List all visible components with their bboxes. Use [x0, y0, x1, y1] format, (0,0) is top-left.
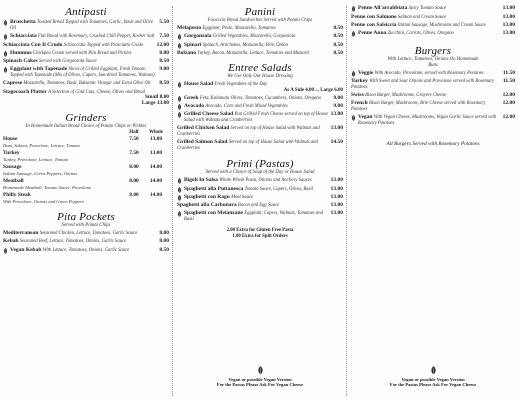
item-price: 12.00 [502, 92, 515, 99]
whole-price: 14.00 [149, 192, 163, 199]
item-name: Grilled Chicken Salad [177, 125, 230, 132]
item-price: 11.50 [502, 77, 515, 84]
menu-item [3, 51, 169, 57]
item-description: Pan Grilled Fresh Cheese served on top of House Salad with Walnuts and Cranberries [184, 112, 328, 124]
item-description: Italian Sausage, Mushrooms and Cream Sauce [397, 22, 486, 28]
menu-item [177, 104, 343, 110]
item-description: With Avocado, Provolone, served with Rosemary Potatoes [374, 70, 484, 76]
menu-item [3, 34, 169, 40]
item-description: Ham, Salami, Provolone, Lettuce, Tomato [3, 143, 80, 149]
grinder-item [3, 179, 169, 191]
half-price: 8.00 [129, 164, 139, 171]
item-description: Served on top of House Salad with Walnuts and Cranberries [177, 126, 320, 138]
item-price: 13.00 [330, 201, 343, 208]
item-description: Chickpea Cream served with Pita Bread and Pickles [32, 50, 132, 56]
item-name: House [3, 136, 18, 143]
half-price: 8.00 [129, 178, 139, 185]
item-name: Penne All'arrabbiata [358, 5, 408, 12]
item-name: Spaghetti alla Carbonara [177, 201, 237, 208]
item-price: 13.00 [330, 111, 343, 118]
grinders-size-header [3, 130, 169, 135]
item-name: Hummus [10, 49, 32, 56]
menu-item [351, 23, 515, 29]
antipasti-list [3, 20, 169, 107]
size-price: 13.00 [156, 100, 169, 107]
item-price: 13.00 [502, 13, 515, 20]
item-description: Bison Burger, Mushrooms, Brie Cheese served with Rosemary Potatoes [351, 101, 486, 113]
menu-item [351, 15, 515, 21]
item-name: Sausage [3, 164, 22, 171]
leaf-icon [3, 20, 8, 27]
item-price: 12.00 [502, 114, 515, 121]
leaf-icon [177, 96, 182, 103]
gluten-free-note: 2.00 Extra for Gluten Free Pasta [226, 227, 294, 233]
panini-subtitle: Focaccia Bread Sandwiches Served with Potato Chips [207, 18, 313, 23]
item-name: Mediterranean [3, 230, 39, 237]
vegan-note-middle [194, 366, 326, 388]
size-label: Small [145, 94, 160, 101]
grinder-item [3, 137, 169, 149]
item-description: Feta, Kalamata Olives, Tomatoes, Cucumbers, Onions, Oregano [199, 95, 321, 101]
item-price: 9.00 [333, 103, 343, 110]
menu-item [177, 187, 343, 193]
item-name: Penne con Salmone [351, 13, 397, 20]
column-middle [174, 4, 346, 398]
burgers-list [351, 71, 515, 127]
leaf-icon [3, 51, 8, 58]
menu-item [177, 51, 343, 57]
grinder-prices [123, 179, 167, 185]
item-price: 8.50 [159, 246, 169, 253]
whole-price: 14.00 [149, 164, 163, 171]
item-description: With Lettuce, Tomatoes, Onions, Garlic Sauce [42, 247, 130, 253]
item-description: Turkey, Provolone, Lettuce, Tomato [3, 157, 69, 163]
leaf-icon [3, 67, 8, 74]
item-description: Toasted Bread Topped with Tomatoes, Garlic, Basil and Olive Oil [10, 20, 153, 32]
primi-title: Primi (Pastas) [226, 158, 294, 171]
item-name: Penne con Salsiccia [351, 21, 397, 28]
item-name: Turkey [3, 150, 20, 157]
grinders-subtitle: In Homemade Italian Bread Choice of Potato Chips or Pickles [25, 124, 147, 130]
item-price: 8.50 [333, 41, 343, 48]
item-name: House Salad [184, 80, 214, 87]
panini-title: Panini [244, 6, 276, 18]
item-description: Salmon and Cream Sauce [397, 14, 447, 20]
item-name: Bruschetta [10, 19, 36, 26]
menu-item [3, 20, 169, 32]
half-price: 8.00 [129, 192, 139, 199]
item-description: Tomato Sauce, Capers, Olives, Basil [244, 186, 314, 192]
menu-item [177, 34, 343, 40]
item-name: Caprese [3, 80, 23, 87]
menu-item [351, 6, 515, 12]
item-price: 11.50 [502, 69, 515, 76]
item-description: Homemade Meatball, Tomato Sauce, Provolone [3, 185, 91, 191]
size-price: 8.00 [159, 94, 169, 101]
item-name: Vegan Kebab [10, 246, 42, 253]
split-order-note: 1.00 Extra for Split Orders [232, 233, 288, 239]
whole-price: 13.00 [149, 150, 163, 157]
item-name: Avocado [184, 103, 205, 110]
vegan-note-right [358, 366, 508, 388]
primi-subtitle: Served with a Choice of Soup of the Day or House Salad [205, 170, 315, 176]
menu-item [3, 248, 169, 254]
menu-item [351, 79, 515, 91]
menu-item [177, 178, 343, 184]
leaf-icon [177, 34, 182, 41]
menu-item [177, 82, 343, 94]
size-label: Large [141, 100, 157, 107]
item-price: 13.00 [502, 21, 515, 28]
item-price: 8.50 [333, 33, 343, 40]
item-name: Gorgonzola [184, 33, 212, 40]
item-name: Schiacciata Con Il Crudo [3, 41, 63, 48]
pita-list [3, 231, 169, 253]
salads-title: Entree Salads [228, 61, 292, 74]
item-price: 5.50 [159, 19, 169, 26]
leaf-icon [257, 366, 264, 376]
grinder-item [3, 151, 169, 163]
item-price: 8.50 [159, 80, 169, 87]
item-description: Served with Gorgonzola Sauce [38, 59, 97, 65]
menu-item [177, 112, 343, 124]
menu-item [351, 71, 515, 77]
leaf-icon [177, 82, 182, 89]
item-description: Served on top of House Salad with Walnuts and Cranberries [177, 140, 318, 152]
burgers-title: Burgers [414, 44, 452, 57]
item-name: Grilled Salmon Salad [177, 139, 228, 146]
half-price: 7.50 [129, 150, 139, 157]
item-price: 8.50 [333, 49, 343, 56]
item-description: Mozzarella, Tomatoes, Basil, Balsamic Vinegar and Extra Olive Oil [23, 81, 151, 87]
leaf-icon [177, 187, 182, 194]
item-name: Veggie [358, 69, 374, 76]
item-description: Schiacciata Topped with Prosciutto Crudo [63, 42, 144, 48]
antipasti-title: Antipasti [65, 6, 107, 18]
leaf-icon [177, 195, 182, 202]
menu-item [351, 93, 515, 99]
item-description: Seasoned Chicken, Lettuce, Tomatoes, Garlic Sauce [39, 231, 138, 237]
item-name: Spaghetti con Melanzane [184, 210, 243, 217]
item-description: Flat Bread with Rosemary, Crushed Chili Pepper, Kosher Salt [37, 34, 155, 40]
leaf-icon [351, 6, 356, 13]
grinder-prices [123, 165, 167, 171]
leaf-icon [351, 115, 356, 122]
whole-label: Whole [149, 130, 163, 136]
item-price: 12.00 [502, 100, 515, 107]
item-price: 9.00 [159, 66, 169, 73]
leaf-icon [3, 248, 8, 255]
leaf-icon [351, 71, 356, 78]
menu-item [351, 101, 515, 113]
leaf-icon [177, 112, 182, 119]
item-name: Spinach Cakes [3, 58, 38, 65]
vegan-note-line2: For the Pastas Please Ask For Vegan Cheese [216, 382, 304, 388]
item-price: 14.50 [330, 139, 343, 146]
vegan-note-line2: For the Pastas Please Ask For Vegan Cheese [389, 382, 477, 388]
grinder-prices [123, 193, 167, 199]
column-divider [346, 6, 347, 396]
column-right [348, 4, 518, 398]
menu-item [3, 231, 169, 237]
grinders-list [3, 137, 169, 205]
menu-item [3, 43, 169, 49]
half-label: Half [129, 130, 139, 136]
panini-list [177, 26, 343, 57]
item-price: 13.00 [330, 193, 343, 200]
item-price: 13.00 [330, 125, 343, 132]
grinder-item [3, 165, 169, 177]
item-name: Greek [184, 94, 199, 101]
item-price: 8.50 [333, 25, 343, 32]
whole-price: 14.00 [149, 178, 163, 185]
item-description: Grilled Vegetables, Mozzarella, Gorgonzola [212, 34, 296, 40]
item-name: French [351, 100, 368, 107]
salads-subtitle: We Use Only Our House Dressing [227, 73, 293, 79]
item-name: Eggplant with Tapenade [10, 66, 68, 73]
item-description: Slices of Grilled Eggplant, Fresh Tomato Topped with Tapenade (Mix of Olives, Capers, Sun-dried Tomatoes, Walnuts) [10, 67, 155, 79]
item-description: Meat Sauce [231, 194, 254, 200]
menu-item [177, 43, 343, 49]
item-name: Bigoli In Salsa [184, 177, 218, 184]
item-name: Turkey [351, 77, 368, 84]
menu-item [3, 90, 169, 108]
leaf-icon [177, 211, 182, 218]
item-description: With Vegan Cheese, Mushrooms, Vegan Garlic Sauce served with Rosemary Potatoes [358, 115, 497, 127]
leaf-icon [351, 31, 356, 38]
menu-item [351, 31, 515, 37]
item-description: With Provolone, Onions and Green Peppers [3, 199, 84, 205]
vegan-note-line1: Vegan or possible Vegan Version [228, 377, 292, 382]
item-description: Fresh Vegetables of the Day [214, 81, 268, 87]
menu-item [177, 26, 343, 32]
item-price: 8.50 [159, 58, 169, 65]
item-description: Zucchini, Carrots, Olives, Oregano [387, 30, 454, 36]
item-name: Penne Anna [358, 29, 387, 36]
primi-list [177, 178, 343, 223]
menu-item [351, 115, 515, 127]
menu-item [177, 211, 343, 223]
leaf-icon [430, 366, 437, 376]
menu-item [3, 239, 169, 245]
item-price: 8.00 [159, 238, 169, 245]
item-name: Stagecoach Platter [3, 88, 47, 95]
item-description: Turkey, Bacon, Mozzarella, Lettuce, Tomatoes and Mustard [197, 50, 309, 56]
item-price: 8.00 [159, 230, 169, 237]
menu-item [177, 140, 343, 152]
item-name: Grilled Cheese Salad [184, 111, 234, 118]
menu-item [3, 67, 169, 79]
item-description: Seasoned Beef, Lettuce, Tomatoes, Onions, Garlic Sauce [19, 239, 127, 245]
item-description: Whole Wheat Pasta, Onions and Anchovy Sauces [219, 178, 312, 184]
menu-item [177, 126, 343, 138]
item-description: Spicy Tomato Sauce [408, 6, 447, 12]
item-description: Avocado, Corn and Fresh Mixed Vegetables [205, 104, 288, 110]
item-name: Swiss [351, 92, 364, 99]
burgers-subtitle: With Lettuce, Tomatoes, Onions On Homemade Buns [387, 56, 479, 68]
salads-list [177, 82, 343, 153]
pasta-more-list [351, 6, 515, 37]
item-name: Meatball [3, 178, 24, 185]
menu-item [3, 59, 169, 65]
item-price: 13.00 [502, 29, 515, 36]
column-divider [172, 6, 173, 396]
item-description: Bison Burger, Mushrooms, Gruyere Cheese [365, 93, 447, 99]
column-left [0, 4, 172, 398]
item-price: 13.00 [330, 177, 343, 184]
item-description: With Sweet and Sour Onions and Provolone served with Rosemary Potatoes [351, 78, 495, 90]
item-price: 13.00 [330, 210, 343, 217]
menu-item [177, 195, 343, 201]
item-name: Vegan [358, 114, 373, 121]
grinder-prices [123, 137, 167, 143]
item-description: Bacon and Egg Sauce [237, 202, 280, 208]
item-description: Eggplant, Pesto, Mozzarella, Tomatoes [202, 26, 276, 32]
item-name: Philly Steak [3, 192, 31, 199]
burgers-note: All Burgers Served with Rosemary Potatoes [386, 141, 480, 148]
grinder-prices [123, 151, 167, 157]
leaf-icon [177, 178, 182, 185]
vegan-note-line1: Vegan or possible Vegan Version [401, 377, 465, 382]
pita-subtitle: Served with Potato Chips [61, 223, 111, 229]
item-description: A Selection of Cold Cuts, Cheese, Olives and Bread [48, 89, 145, 95]
whole-price: 13.00 [149, 136, 163, 143]
item-description: Eggplant, Capers, Walnuts, Tomatoes and Basil [184, 211, 323, 223]
menu-item [177, 203, 343, 209]
leaf-icon [177, 43, 182, 50]
menu-item [177, 96, 343, 102]
grinder-item [3, 193, 169, 205]
item-price: 13.00 [502, 5, 515, 12]
menu-item [3, 81, 169, 87]
item-name: Schiacciata [10, 33, 37, 40]
item-price: 9.00 [333, 94, 343, 101]
item-name: Spinari [184, 41, 202, 48]
item-size-price [3, 101, 169, 107]
item-name: Spaghetti con Ragu [184, 193, 230, 200]
pita-title: Pita Pockets [57, 211, 115, 224]
leaf-icon [177, 104, 182, 111]
item-description: Italian Sausage, Green Peppers, Onions [3, 171, 78, 177]
item-name: Kebab [3, 238, 19, 245]
item-name: Melapesto [177, 25, 202, 32]
item-price: 8.00 [159, 49, 169, 56]
item-name: Spaghetti alla Puttanesca [184, 185, 244, 192]
grinders-title: Grinders [65, 112, 107, 125]
item-extra: As A Side 4.00 ... Large 6.00 [283, 87, 343, 93]
half-price: 7.50 [129, 136, 139, 143]
item-price: 13.00 [330, 185, 343, 192]
item-price: 7.50 [159, 33, 169, 40]
item-name: Bolzano [177, 49, 196, 56]
leaf-icon [3, 34, 8, 41]
item-price: 12.00 [156, 41, 169, 48]
item-description: Spinach, Artichokes, Mozzarella, Brie, Onion [202, 42, 288, 48]
